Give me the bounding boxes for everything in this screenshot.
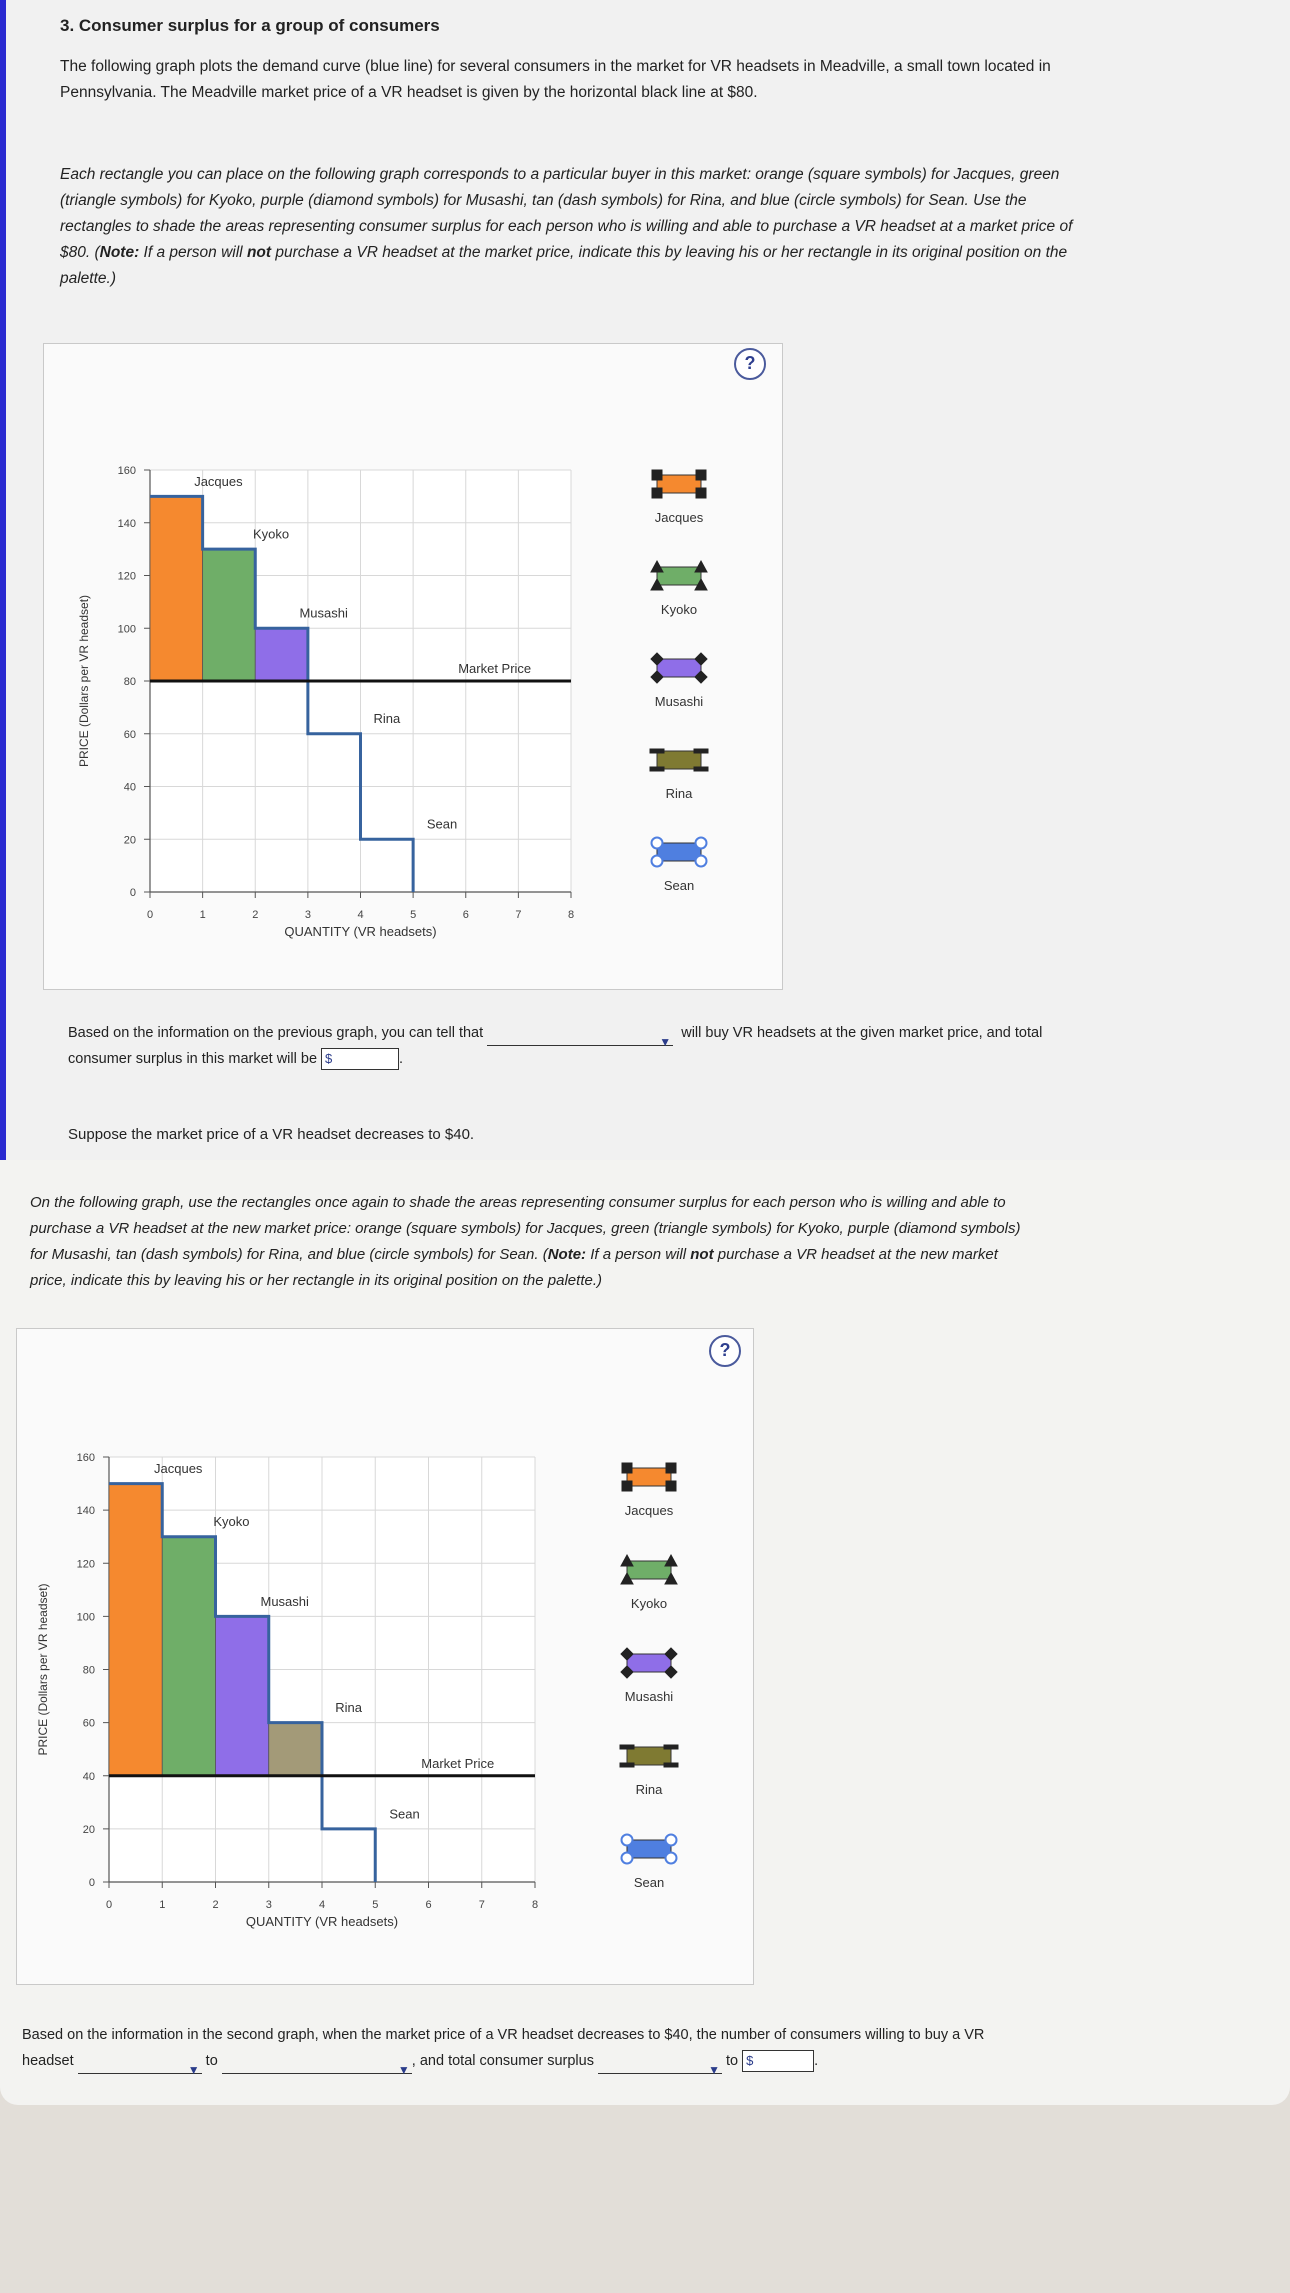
x-tick-label: 2 (212, 1899, 219, 1911)
instr1-line-1: Each rectangle you can place on the following graph corresponds to a particular buyer in this market: orange (square symbols) for Jacques, green (60, 166, 1060, 183)
circle-symbol-icon (652, 856, 663, 867)
circle-symbol-icon (652, 838, 663, 849)
chevron-down-icon: ▼ (659, 1035, 672, 1049)
instr1-line-5: palette.) (60, 270, 117, 287)
curve-label-jacques: Jacques (154, 1460, 203, 1476)
question2-headset: headset (22, 2053, 74, 2069)
curve-label-rina: Rina (335, 1700, 362, 1715)
x-tick-label: 1 (199, 909, 206, 921)
x-tick-label: 5 (410, 909, 417, 921)
x-tick-label: 7 (478, 1899, 485, 1911)
square-symbol-icon (652, 488, 662, 498)
palette-label-jacques: Jacques (624, 1503, 674, 1518)
not-word: not (690, 1246, 714, 1263)
dash-symbol-icon (664, 1763, 678, 1767)
y-tick-label: 20 (82, 1823, 95, 1836)
curve-label-musashi: Musashi (299, 605, 348, 621)
instr1-line-4a: $80. ( (60, 244, 100, 261)
y-tick-label: 160 (76, 1452, 95, 1464)
intro-paragraph (60, 54, 1051, 106)
dollar-prefix: $ (325, 1051, 333, 1067)
question-2 (22, 2022, 1282, 2077)
instr1-line-2: (triangle symbols) for Kyoko, purple (diamond symbols) for Musashi, tan (dash symbols) for Rina, and blue (circle symbols) for Sean. Use the (60, 192, 1027, 209)
palette-swatch (627, 1747, 671, 1765)
palette-rect-kyoko[interactable] (651, 561, 707, 590)
x-tick-label: 6 (462, 909, 469, 921)
surplus-rect-musashi (216, 1616, 269, 1775)
curve-label-market-price: Market Price (421, 1755, 495, 1771)
square-symbol-icon (622, 1481, 632, 1491)
instr2-line-3b: If a person will (586, 1246, 691, 1263)
x-tick-label: 6 (425, 1899, 432, 1911)
chart-2 (17, 1329, 753, 1984)
y-axis-label: PRICE (Dollars per VR headset) (77, 594, 91, 768)
palette-swatch (627, 1468, 671, 1486)
palette-rect-sean[interactable] (622, 1835, 677, 1864)
palette-rect-musashi[interactable] (621, 1648, 677, 1678)
curve-label-musashi: Musashi (260, 1593, 309, 1609)
y-tick-label: 80 (123, 676, 136, 688)
x-tick-label: 4 (357, 909, 364, 921)
y-tick-label: 40 (82, 1770, 95, 1783)
square-symbol-icon (696, 470, 706, 480)
surplus-rect-kyoko (162, 1537, 215, 1776)
palette-swatch (627, 1840, 671, 1858)
y-tick-label: 60 (123, 728, 136, 741)
x-tick-label: 1 (159, 1899, 166, 1911)
palette-swatch (657, 475, 701, 493)
price-change-text: Suppose the market price of a VR headset decreases to $40. (68, 1126, 475, 1143)
square-symbol-icon (696, 488, 706, 498)
x-tick-label: 0 (146, 909, 154, 921)
to-word-1: to (205, 2053, 218, 2069)
instr1-line-3: rectangles to shade the areas representing consumer surplus for each person who is willing and able to purchase a VR headset at a market price of (60, 218, 1073, 235)
instructions-2 (30, 1190, 1280, 1294)
question1-text-a: Based on the information on the previous graph, you can tell that (68, 1025, 484, 1041)
chart-1 (44, 344, 782, 989)
question1-text-c: consumer surplus in this market will be (68, 1051, 318, 1067)
dollar-prefix: $ (746, 2053, 754, 2069)
palette-label-sean: Sean (633, 1875, 665, 1890)
y-tick-label: 60 (82, 1717, 95, 1730)
surplus-rect-musashi (255, 628, 308, 681)
surplus-rect-kyoko (203, 549, 256, 681)
instr1-line-4 (60, 240, 1280, 266)
x-tick-label: 8 (567, 909, 575, 921)
x-axis-label: QUANTITY (VR headsets) (245, 1914, 399, 1929)
circle-symbol-icon (622, 1853, 633, 1864)
y-tick-label: 160 (117, 465, 136, 477)
instr2-line-3a: for Musashi, tan (dash symbols) for Rina, and blue (circle symbols) for Sean. ( (30, 1246, 548, 1263)
palette-rect-jacques[interactable] (652, 470, 706, 498)
y-tick-label: 120 (76, 1558, 95, 1571)
palette-rect-musashi[interactable] (651, 653, 707, 683)
curve-label-jacques: Jacques (194, 473, 243, 489)
palette-label-sean: Sean (663, 878, 695, 893)
graph-panel-2 (16, 1328, 754, 1985)
circle-symbol-icon (696, 856, 707, 867)
instructions-1 (60, 162, 1280, 292)
y-tick-label: 0 (129, 887, 136, 899)
note-label: Note: (99, 244, 140, 261)
to-word-2: to (726, 2053, 739, 2069)
help-icon[interactable]: ? (709, 1335, 741, 1367)
surplus-rect-rina (269, 1723, 322, 1776)
square-symbol-icon (666, 1463, 676, 1473)
question2-period: . (814, 2053, 819, 2069)
note-label: Note: (547, 1246, 587, 1263)
y-tick-label: 20 (123, 834, 136, 847)
palette-label-musashi: Musashi (654, 694, 704, 709)
x-tick-label: 4 (318, 1899, 326, 1911)
circle-symbol-icon (666, 1853, 677, 1864)
circle-symbol-icon (696, 838, 707, 849)
chevron-down-icon: ▼ (708, 2063, 720, 2077)
dash-symbol-icon (694, 767, 708, 771)
palette-label-jacques: Jacques (654, 510, 704, 525)
dash-symbol-icon (620, 1745, 634, 1749)
square-symbol-icon (666, 1481, 676, 1491)
palette-swatch (627, 1561, 671, 1579)
y-tick-label: 0 (88, 1877, 95, 1889)
section-2 (0, 1160, 1290, 2105)
square-symbol-icon (652, 470, 662, 480)
surplus-change-dropdown[interactable] (598, 2057, 722, 2077)
palette-label-rina: Rina (635, 1782, 663, 1797)
help-icon[interactable]: ? (734, 348, 766, 380)
surplus-rect-jacques (109, 1484, 162, 1776)
x-tick-label: 0 (105, 1899, 113, 1911)
instr2-line-3c: purchase a VR headset at the new market (713, 1246, 998, 1263)
consumers-to-dropdown[interactable] (222, 2057, 412, 2077)
palette-swatch (657, 751, 701, 769)
consumer-surplus-input-2[interactable] (742, 2050, 814, 2072)
palette-swatch (657, 843, 701, 861)
x-tick-label: 2 (252, 909, 259, 921)
question2-mid: , and total consumer surplus (411, 2053, 594, 2069)
chevron-down-icon: ▼ (187, 2063, 200, 2077)
y-axis-label: PRICE (Dollars per VR headset) (36, 1583, 50, 1756)
palette-rect-jacques[interactable] (622, 1463, 676, 1491)
palette-label-kyoko: Kyoko (630, 1596, 668, 1611)
instr2-line-3 (30, 1242, 1280, 1268)
instr1-line-4c: purchase a VR headset at the market price, indicate this by leaving his or her rectangle in its original position on the (271, 244, 1068, 261)
palette-rect-sean[interactable] (652, 838, 707, 867)
circle-symbol-icon (622, 1835, 633, 1846)
palette-label-musashi: Musashi (624, 1689, 674, 1704)
question-heading: 3. Consumer surplus for a group of consumers (60, 16, 440, 35)
intro-line-2: Pennsylvania. The Meadville market price of a VR headset is given by the horizontal black line at $80. (60, 84, 758, 101)
question2-line-1: Based on the information in the second graph, when the market price of a VR headset decreases to $40, the number of consumers willing to buy a VR (22, 2027, 985, 2043)
question-1 (68, 1020, 1278, 1072)
curve-label-market-price: Market Price (458, 661, 532, 677)
dash-symbol-icon (694, 749, 708, 753)
y-tick-label: 100 (76, 1611, 95, 1624)
curve-label-kyoko: Kyoko (213, 1514, 250, 1530)
dash-symbol-icon (650, 767, 664, 771)
instr2-line-4: price, indicate this by leaving his or her rectangle in its original position on the palette.) (30, 1272, 602, 1289)
palette-rect-kyoko[interactable] (621, 1555, 677, 1584)
left-accent-bar (0, 0, 6, 1160)
palette-rect-rina[interactable] (650, 749, 708, 771)
x-tick-label: 8 (531, 1899, 539, 1911)
x-axis-label: QUANTITY (VR headsets) (284, 924, 437, 939)
consumers-from-dropdown[interactable] (78, 2057, 202, 2077)
instr1-line-4b: If a person will (139, 244, 247, 261)
question1-period: . (399, 1051, 404, 1067)
buyers-dropdown[interactable] (487, 1029, 673, 1049)
dash-symbol-icon (650, 749, 664, 753)
x-tick-label: 5 (372, 1899, 379, 1911)
intro-line-1: The following graph plots the demand curve (blue line) for several consumers in the market for VR headsets in Meadville, a small town located in (60, 58, 1051, 75)
y-tick-label: 100 (117, 623, 136, 636)
y-tick-label: 120 (117, 570, 136, 583)
not-word: not (246, 244, 272, 261)
curve-label-sean: Sean (426, 816, 458, 832)
palette-rect-rina[interactable] (620, 1745, 678, 1767)
x-tick-label: 7 (515, 909, 522, 921)
x-tick-label: 3 (265, 1899, 272, 1911)
palette-swatch (657, 659, 701, 677)
question2-line-2 (22, 2048, 1282, 2077)
instr2-line-2: purchase a VR headset at the new market price: orange (square symbols) for Jacques, green (triangle symbols) for Kyoko, purple (diamond symbols) (30, 1220, 1021, 1237)
dash-symbol-icon (620, 1763, 634, 1767)
palette-swatch (627, 1654, 671, 1672)
x-tick-label: 3 (304, 909, 311, 921)
question1-text-b: will buy VR headsets at the given market price, and total (681, 1025, 1043, 1041)
chevron-down-icon: ▼ (397, 2063, 410, 2077)
y-tick-label: 40 (123, 781, 136, 794)
curve-label-sean: Sean (389, 1806, 420, 1822)
surplus-rect-jacques (150, 496, 203, 681)
consumer-surplus-input-1[interactable] (321, 1048, 399, 1070)
y-tick-label: 140 (117, 517, 136, 530)
circle-symbol-icon (666, 1835, 677, 1846)
square-symbol-icon (622, 1463, 632, 1473)
y-tick-label: 80 (82, 1664, 95, 1677)
palette-swatch (657, 567, 701, 585)
y-tick-label: 140 (76, 1505, 95, 1518)
curve-label-rina: Rina (373, 711, 401, 727)
instr2-line-1: On the following graph, use the rectangles once again to shade the areas representing consumer surplus for each person who is willing and able to (30, 1194, 1006, 1211)
graph-panel-1 (43, 343, 783, 990)
palette-label-kyoko: Kyoko (660, 602, 698, 617)
palette-label-rina: Rina (665, 786, 693, 801)
dash-symbol-icon (664, 1745, 678, 1749)
curve-label-kyoko: Kyoko (252, 526, 290, 542)
